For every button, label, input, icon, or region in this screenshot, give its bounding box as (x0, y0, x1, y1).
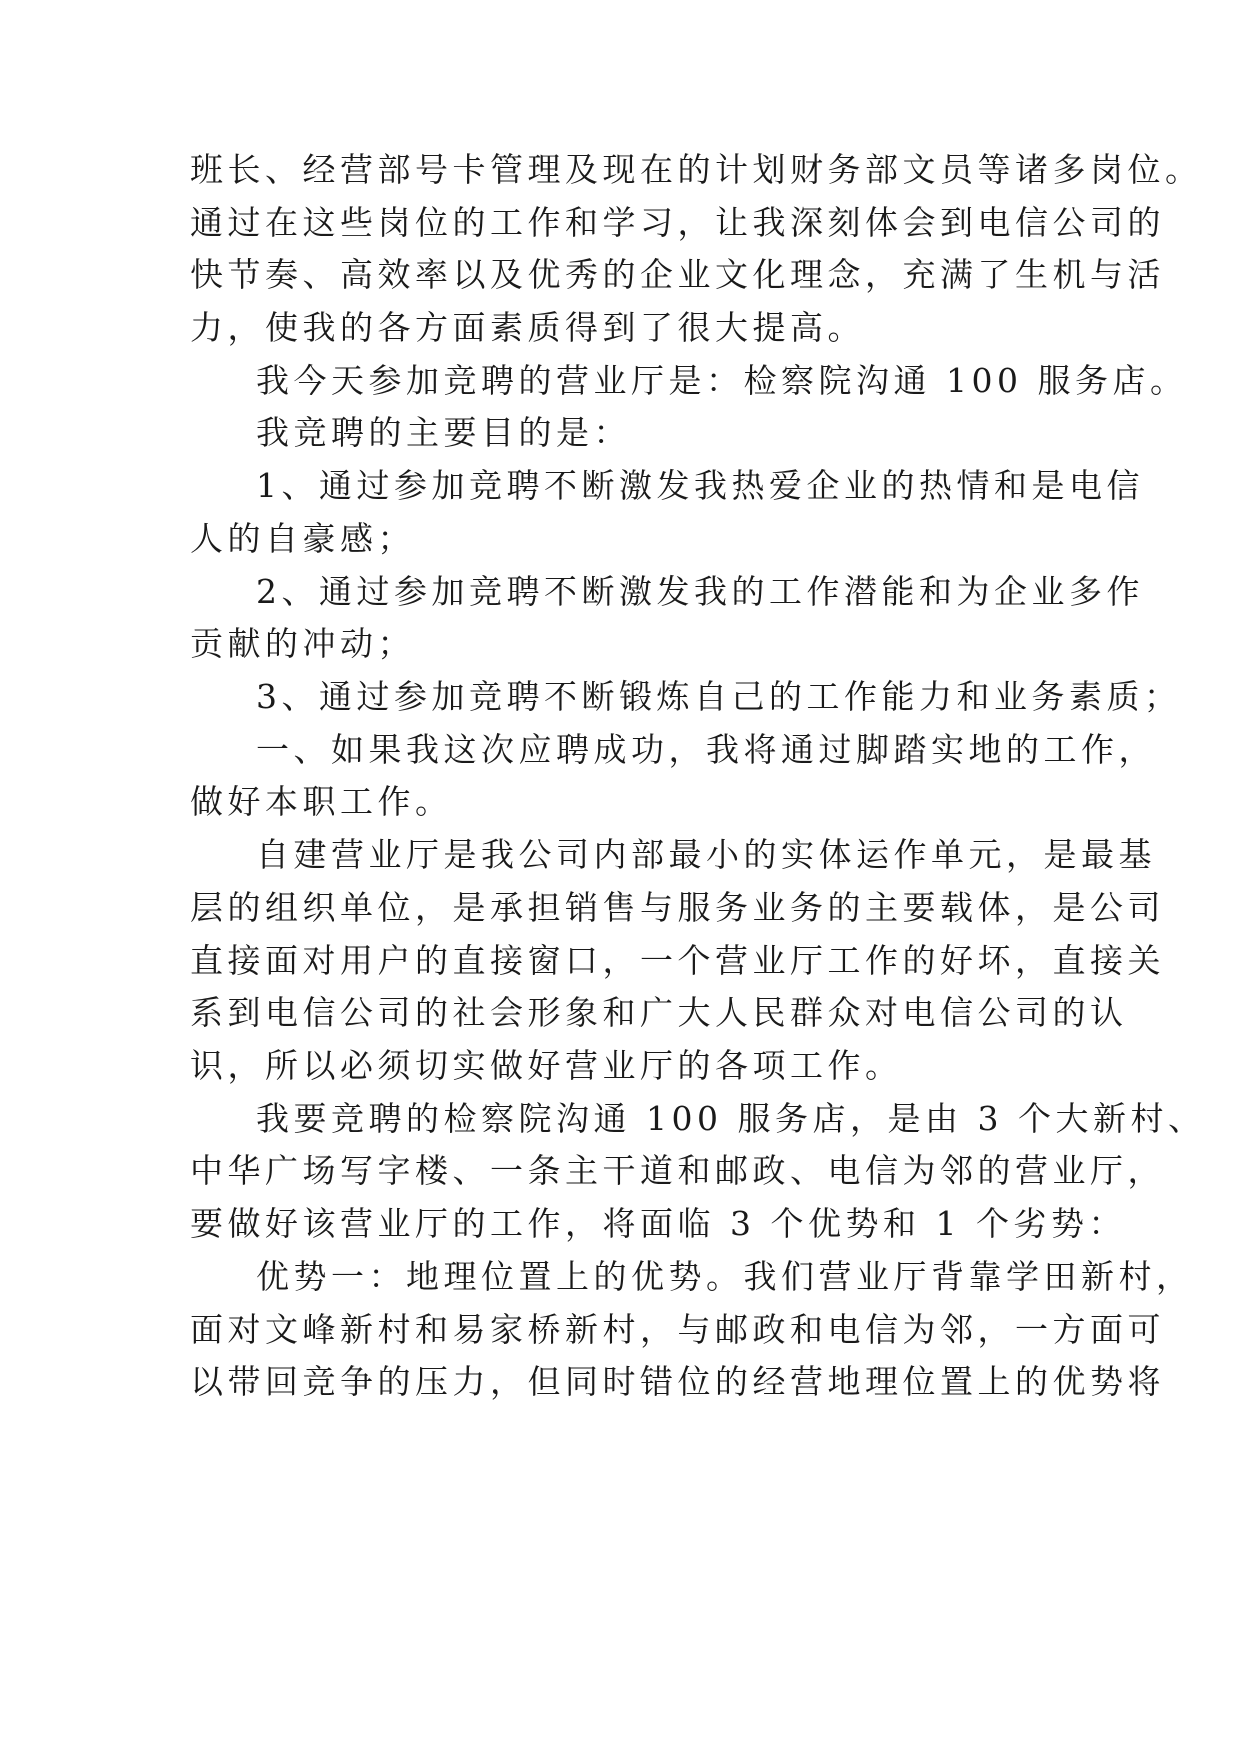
text-line: 直接面对用户的直接窗口，一个营业厅工作的好坏，直接关 (190, 941, 1165, 980)
text-line: 我今天参加竞聘的营业厅是：检察院沟通 100 服务店。 (256, 361, 1188, 400)
text-line: 我竞聘的主要目的是： (256, 413, 631, 452)
text-line: 层的组织单位，是承担销售与服务业务的主要载体，是公司 (190, 888, 1165, 927)
text-line: 3、通过参加竞聘不断锻炼自己的工作能力和业务素质； (256, 677, 1182, 716)
text-line: 要做好该营业厅的工作，将面临 3 个优势和 1 个劣势： (190, 1204, 1126, 1243)
text-line: 以带回竞争的压力，但同时错位的经营地理位置上的优势将 (190, 1362, 1165, 1401)
text-line: 自建营业厅是我公司内部最小的实体运作单元，是最基 (256, 835, 1156, 874)
text-line: 通过在这些岗位的工作和学习，让我深刻体会到电信公司的 (190, 203, 1165, 242)
text-line: 1、通过参加竞聘不断激发我热爱企业的热情和是电信 (256, 466, 1144, 505)
text-line: 一、如果我这次应聘成功，我将通过脚踏实地的工作， (256, 730, 1156, 769)
text-line: 力，使我的各方面素质得到了很大提高。 (190, 308, 865, 347)
text-line: 我要竞聘的检察院沟通 100 服务店，是由 3 个大新村、 (256, 1099, 1206, 1138)
text-line: 面对文峰新村和易家桥新村，与邮政和电信为邻，一方面可 (190, 1310, 1165, 1349)
text-line: 人的自豪感； (190, 519, 415, 558)
text-line: 做好本职工作。 (190, 782, 453, 821)
text-line: 2、通过参加竞聘不断激发我的工作潜能和为企业多作 (256, 572, 1144, 611)
text-line: 优势一：地理位置上的优势。我们营业厅背靠学田新村， (256, 1257, 1194, 1296)
text-line: 识，所以必须切实做好营业厅的各项工作。 (190, 1046, 903, 1085)
text-line: 快节奏、高效率以及优秀的企业文化理念，充满了生机与活 (190, 255, 1165, 294)
text-line: 班长、经营部号卡管理及现在的计划财务部文员等诸多岗位。 (190, 150, 1203, 189)
text-line: 贡献的冲动； (190, 624, 415, 663)
text-line: 中华广场写字楼、一条主干道和邮政、电信为邻的营业厅， (190, 1151, 1165, 1190)
text-line: 系到电信公司的社会形象和广大人民群众对电信公司的认 (190, 993, 1128, 1032)
